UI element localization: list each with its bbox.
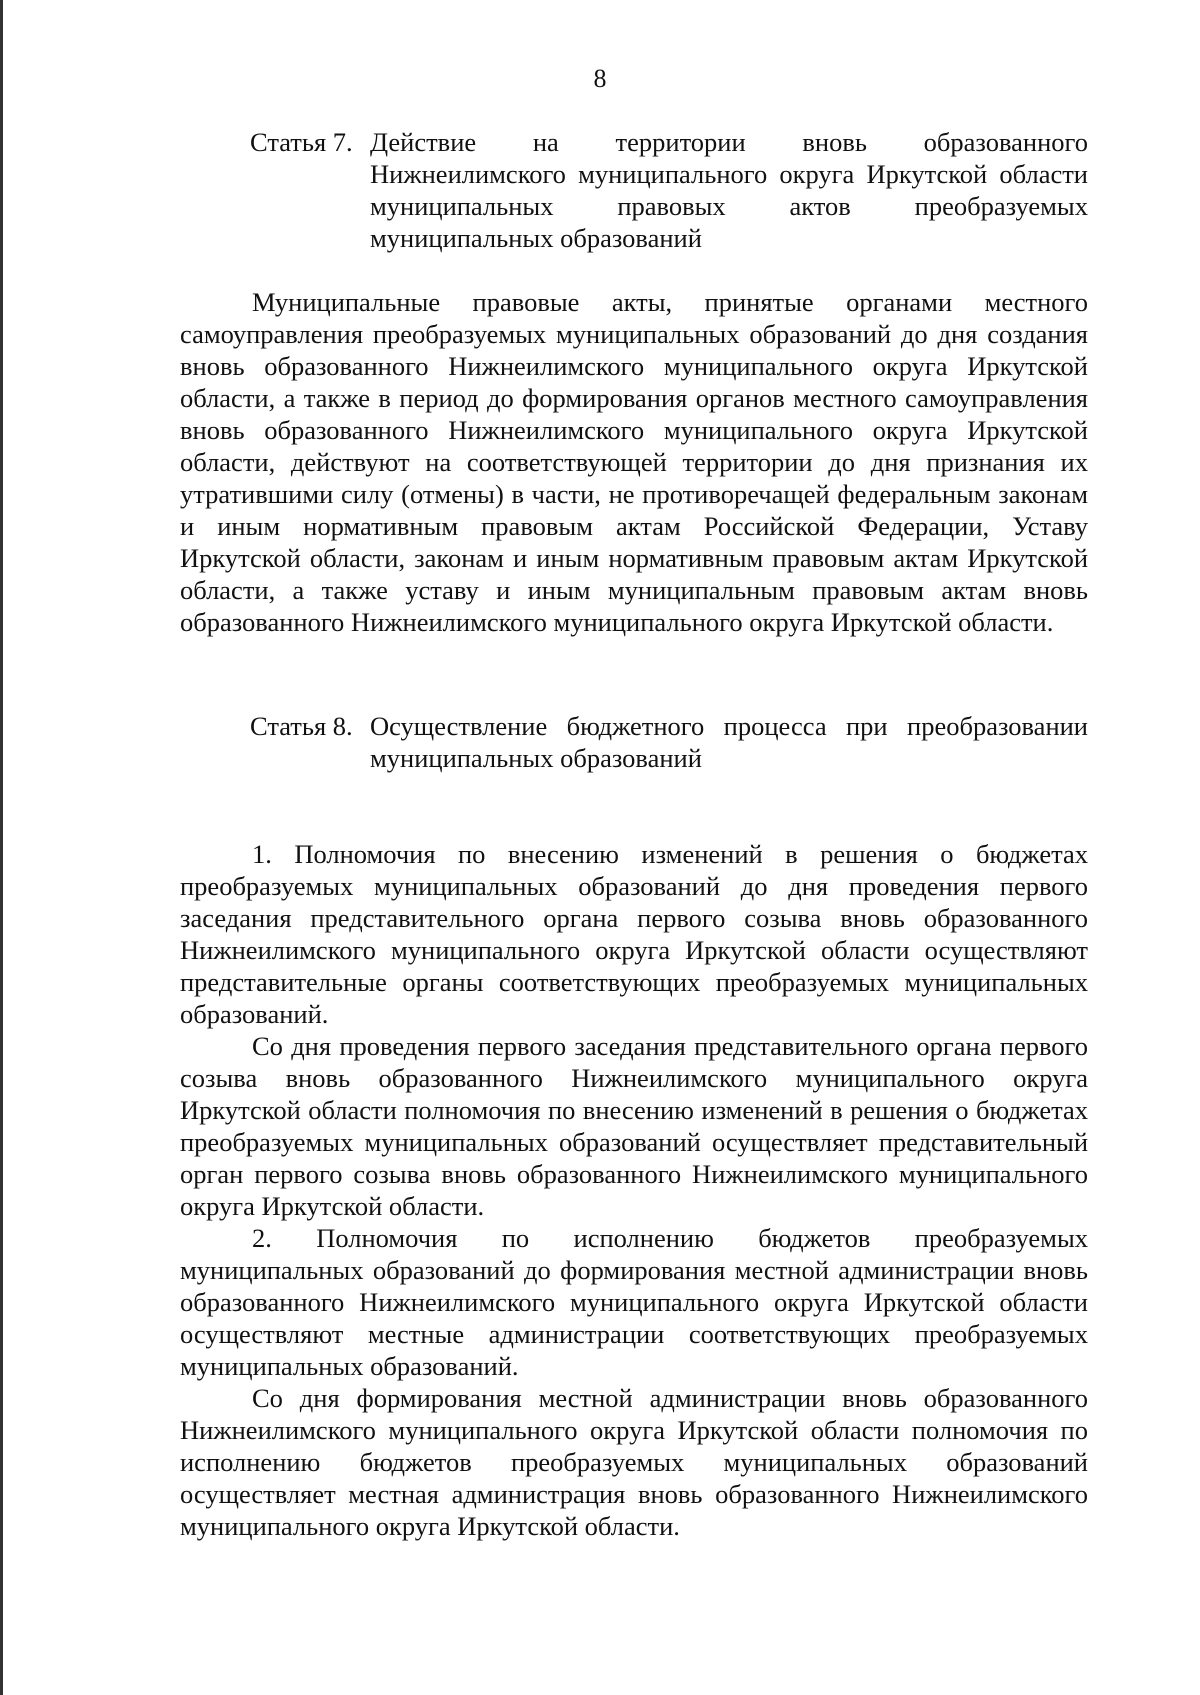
article-8-body [180,838,1088,1542]
paragraph: 1. Полномочия по внесению изменений в решения о бюджетах преобразуемых муниципальных образований до дня проведения первого заседания представительного органа первого созыва вновь образованного Нижнеилимского муниципального округа Иркутской области осуществляют представительные органы соответствующих преобразуемых муниципальных образований. [180,839,1088,1029]
article-label: Статья 7. [250,127,353,157]
paragraph: 2. Полномочия по исполнению бюджетов преобразуемых муниципальных образований до формирования местной администрации вновь образованного Нижнеилимского муниципального округа Иркутской области осуществляют местные администрации соответствующих преобразуемых муниципальных образований. [180,1223,1088,1381]
article-label: Статья 8. [250,711,353,741]
page-number: 8 [593,64,607,93]
article-title: Действие на территории вновь образованного Нижнеилимского муниципального округа Иркутской области муниципальных правовых актов преобразуемых муниципальных образований [370,127,1088,253]
article-title: Осуществление бюджетного процесса при преобразовании муниципальных образований [370,711,1088,773]
scan-edge [0,0,3,1695]
paragraph: Со дня формирования местной администрации вновь образованного Нижнеилимского муниципального округа Иркутской области полномочия по исполнению бюджетов преобразуемых муниципальных образований осуществляет местная администрация вновь образованного Нижнеилимского муниципального округа Иркутской области. [180,1383,1088,1541]
paragraph: Муниципальные правовые акты, принятые органами местного самоуправления преобразуемых муниципальных образований до дня создания вновь образованного Нижнеилимского муниципального округа Иркутской области, а также в период до формирования органов местного самоуправления вновь образованного Нижнеилимского муниципального округа Иркутской области, действуют на соответствующей территории до дня признания их утратившими силу (отмены) в части, не противоречащей федеральным законам и иным нормативным правовым актам Российской Федерации, Уставу Иркутской области, законам и иным нормативным правовым актам Иркутской области, а также уставу и иным муниципальным правовым актам вновь образованного Нижнеилимского муниципального округа Иркутской области. [180,287,1088,637]
article-7-heading [180,126,1088,254]
paragraph: Со дня проведения первого заседания представительного органа первого созыва вновь образованного Нижнеилимского муниципального округа Иркутской области полномочия по внесению изменений в решения о бюджетах преобразуемых муниципальных образований осуществляет представительный орган первого созыва вновь образованного Нижнеилимского муниципального округа Иркутской области. [180,1031,1088,1221]
article-8-heading [180,710,1088,774]
article-7-body [180,286,1088,638]
